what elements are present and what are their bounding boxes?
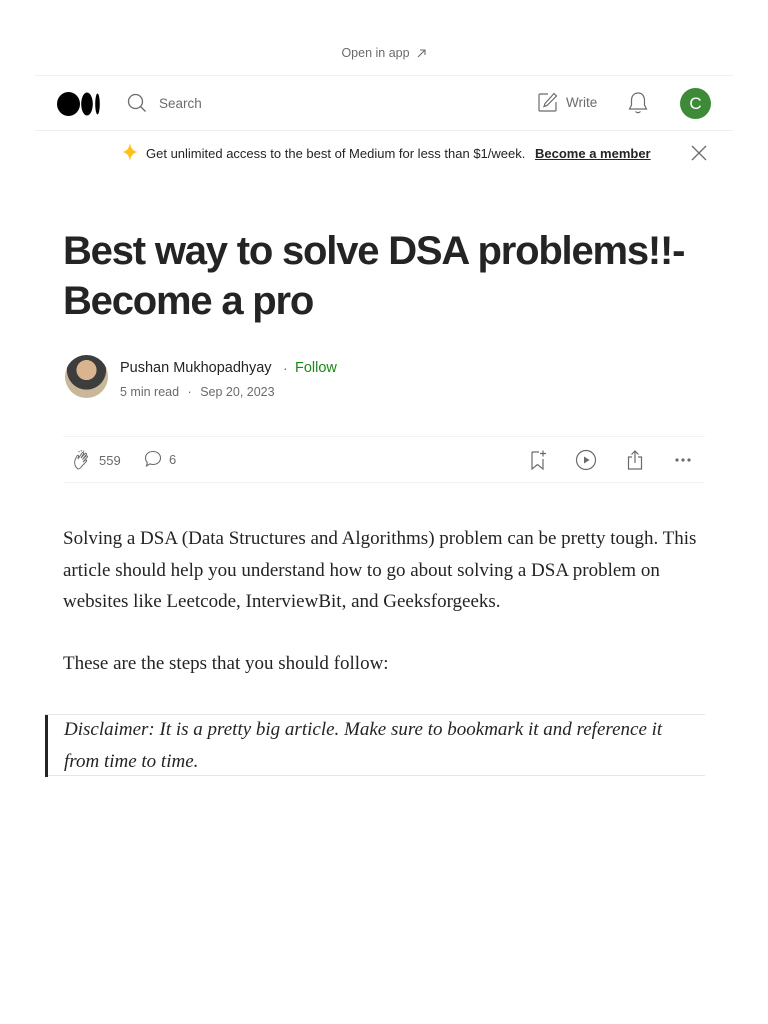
separator-dot: · <box>283 360 288 376</box>
divider <box>35 75 733 76</box>
clap-count: 559 <box>99 452 121 468</box>
clap-icon <box>71 449 93 471</box>
bookmark-icon[interactable] <box>527 449 549 471</box>
search-icon <box>127 93 147 113</box>
write-label: Write <box>566 95 598 110</box>
play-icon[interactable] <box>575 449 597 471</box>
article-actions-bar <box>63 436 705 483</box>
disclaimer-text: Disclaimer: It is a pretty big article. Make sure to bookmark it and reference it from time to time. <box>64 719 663 772</box>
author-avatar[interactable] <box>65 355 108 398</box>
avatar-initial: C <box>689 93 702 113</box>
sparkle-icon <box>122 143 138 161</box>
author-name[interactable]: Pushan Mukhopadhyay <box>120 360 272 376</box>
author-section <box>65 355 705 401</box>
arrow-up-right-icon <box>416 48 427 59</box>
become-member-link[interactable]: Become a member <box>535 146 651 161</box>
responses-button[interactable] <box>143 449 176 469</box>
banner-text: Get unlimited access to the best of Medium for less than $1/week. <box>146 146 526 161</box>
search-input[interactable]: Search <box>159 95 202 111</box>
search-bar[interactable] <box>127 93 202 113</box>
bell-icon[interactable] <box>627 91 649 115</box>
response-count: 6 <box>169 451 177 467</box>
article-paragraph: Solving a DSA (Data Structures and Algorithms) problem can be pretty tough. This article should help you understand how to go about solving a DSA problem on websites like Leetcode, InterviewBit, and Geeksforgeeks. <box>63 528 697 612</box>
membership-banner <box>0 141 768 165</box>
article-title: Best way to solve DSA problems!!- Become a pro <box>63 229 685 323</box>
article-paragraph: These are the steps that you should follow: <box>63 653 389 674</box>
disclaimer-blockquote <box>45 714 705 776</box>
publish-date: Sep 20, 2023 <box>200 385 275 399</box>
follow-button[interactable]: Follow <box>295 360 337 376</box>
write-button[interactable] <box>537 92 597 113</box>
pencil-square-icon <box>537 92 558 113</box>
open-in-app-link[interactable] <box>0 46 768 60</box>
divider <box>35 130 733 131</box>
clap-button[interactable] <box>71 449 121 471</box>
article-meta <box>120 385 275 399</box>
more-icon[interactable] <box>672 449 694 471</box>
navbar <box>0 77 768 130</box>
open-in-app-label: Open in app <box>341 46 410 60</box>
medium-logo[interactable] <box>57 91 101 117</box>
close-icon[interactable] <box>689 143 709 163</box>
comment-icon <box>143 449 163 469</box>
read-time: 5 min read <box>120 385 180 399</box>
share-icon[interactable] <box>624 449 646 471</box>
separator-dot: · <box>187 385 192 399</box>
user-avatar[interactable] <box>680 88 711 119</box>
quote-bar <box>45 715 48 777</box>
